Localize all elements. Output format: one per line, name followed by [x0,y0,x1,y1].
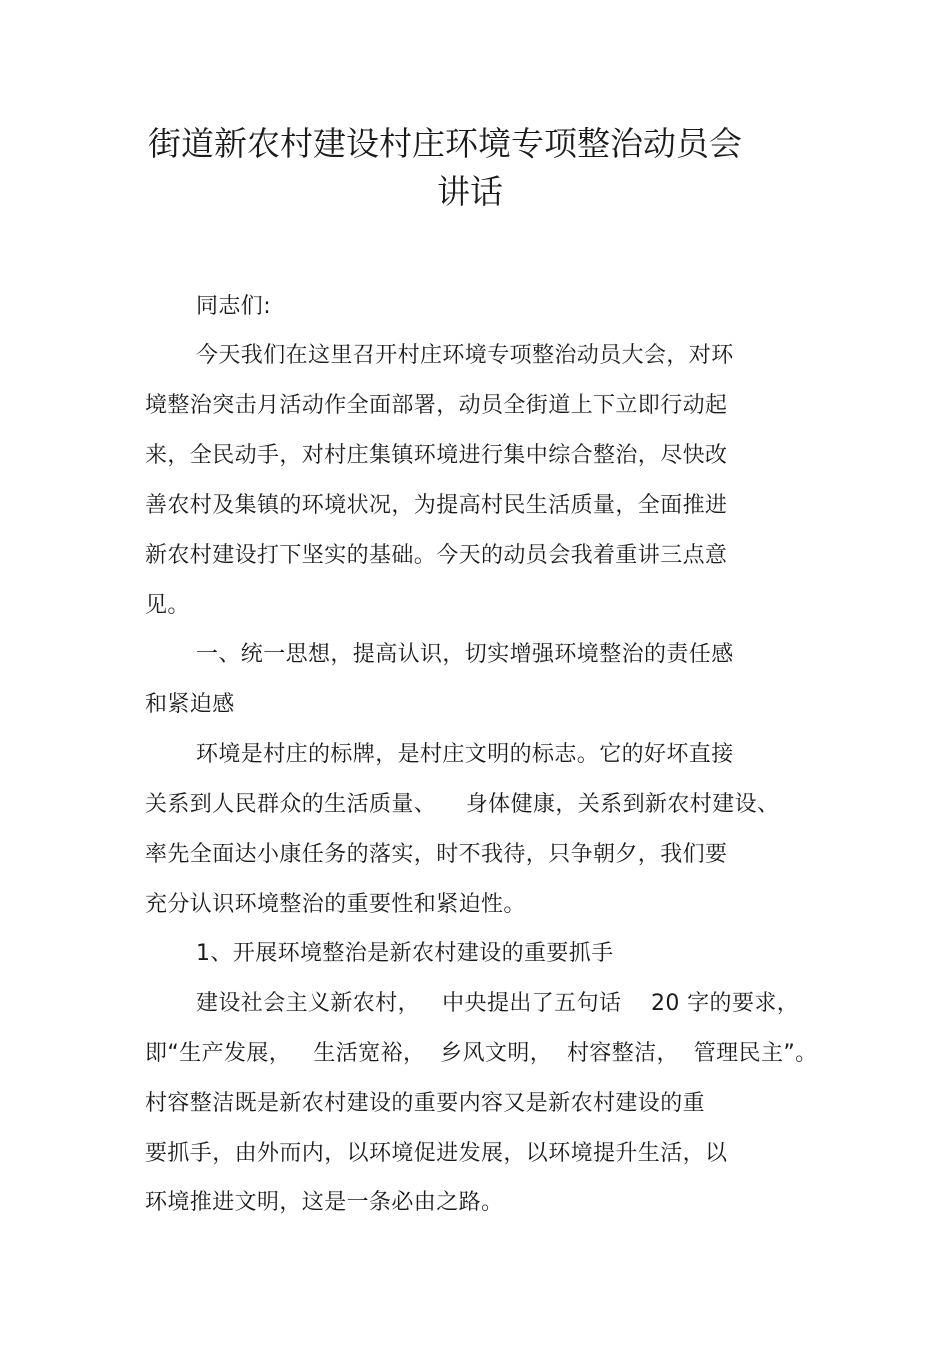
paragraph-line: 环境推进文明，这是一条必由之路。 [145,1190,504,1215]
paragraph-line: 今天我们在这里召开村庄环境专项整治动员大会，对环 [196,343,734,368]
paragraph-line: 善农村及集镇的环境状况，为提高村民生活质量，全面推进 [145,493,728,518]
document-title-line-1: 街道新农村建设村庄环境专项整治动员会 [148,124,742,163]
paragraph-line: 充分认识环境整治的重要性和紧迫性。 [145,892,526,917]
document-title-line-2: 讲话 [437,172,503,211]
paragraph-line: 要抓手，由外而内，以环境促进发展，以环境提升生活，以 [145,1141,728,1166]
section-heading-line: 和紧迫感 [145,692,235,717]
paragraph-line: 来，全民动手，对村庄集镇环境进行集中综合整治，尽快改 [145,443,728,468]
paragraph-line: 境整治突击月活动作全面部署，动员全街道上下立即行动起 [145,393,728,418]
subsection-heading: 1、开展环境整治是新农村建设的重要抓手 [196,941,614,966]
section-heading-line: 一、统一思想，提高认识，切实增强环境整治的责任感 [196,642,734,667]
salutation: 同志们: [196,294,272,319]
paragraph-line: 环境是村庄的标牌，是村庄文明的标志。它的好坏直接 [196,742,734,767]
paragraph-line: 即“生产发展， 生活宽裕， 乡风文明， 村容整洁， 管理民主”。 [145,1041,818,1066]
paragraph-line: 新农村建设打下坚实的基础。今天的动员会我着重讲三点意 [145,543,728,568]
paragraph-line: 关系到人民群众的生活质量、 身体健康，关系到新农村建设、 [145,792,780,817]
paragraph-line: 村容整洁既是新农村建设的重要内容又是新农村建设的重 [145,1091,706,1116]
paragraph-line: 见。 [145,593,190,618]
paragraph-line: 建设社会主义新农村， 中央提出了五句话 20 字的要求， [196,991,800,1016]
paragraph-line: 率先全面达小康任务的落实，时不我待，只争朝夕，我们要 [145,842,728,867]
